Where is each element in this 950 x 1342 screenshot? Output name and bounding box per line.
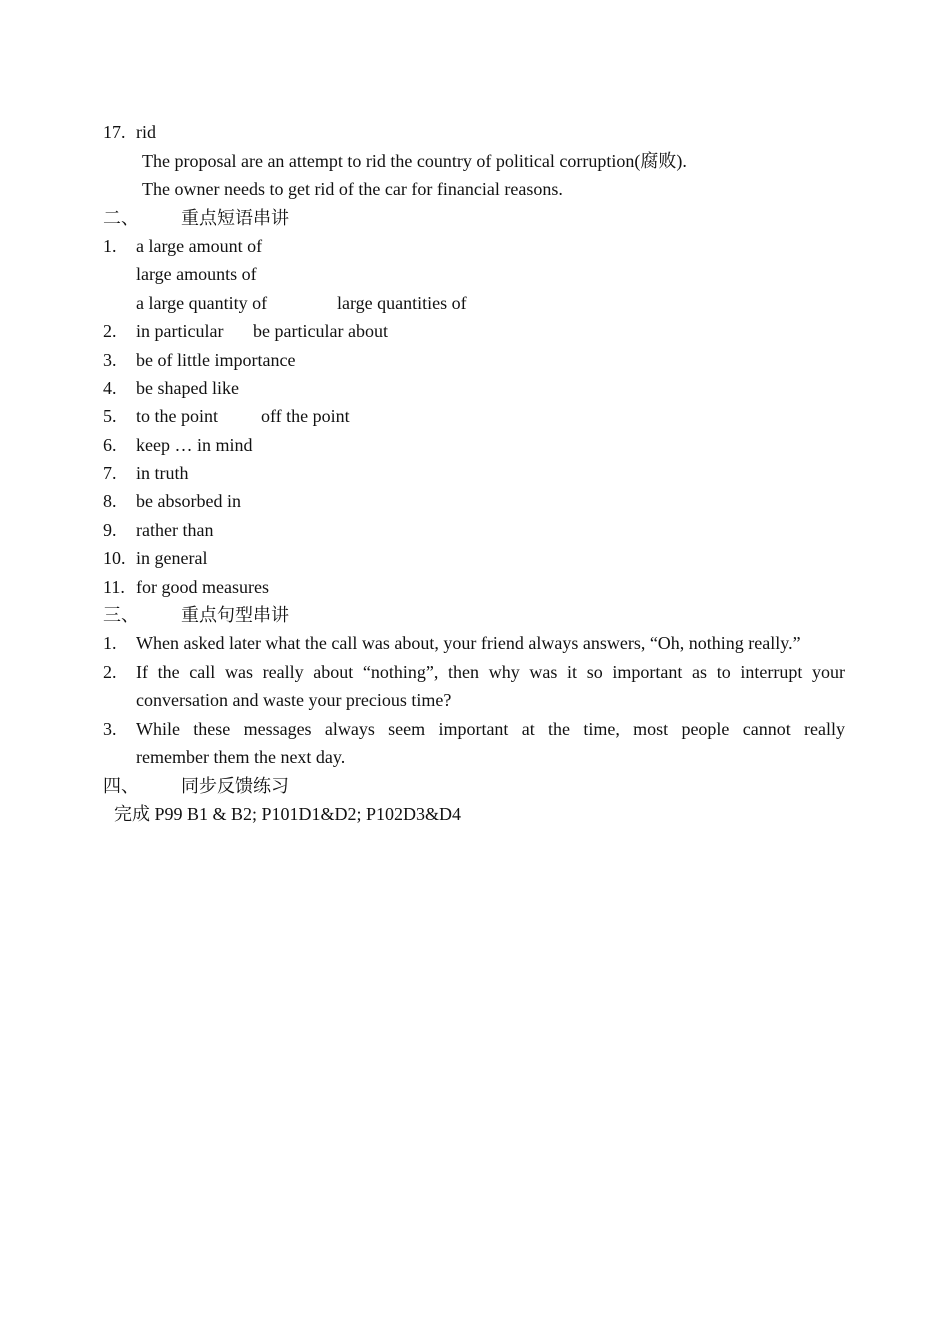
section-title: 同步反馈练习 [181, 776, 289, 796]
sentence-number: 2. [103, 662, 117, 682]
section-title: 重点短语串讲 [181, 208, 289, 228]
phrase-number: 8. [103, 491, 117, 511]
phrase-number: 6. [103, 435, 117, 455]
phrase-number: 3. [103, 350, 117, 370]
phrase-text: for good measures [136, 577, 269, 597]
phrase-number: 10. [103, 548, 126, 568]
phrase-text: in truth [136, 463, 189, 483]
section-number: 四、 [103, 776, 139, 796]
section-title: 重点句型串讲 [181, 605, 289, 625]
phrase-text: to the point [136, 406, 218, 426]
sentence-number: 3. [103, 719, 117, 739]
vocab-word: rid [136, 122, 156, 142]
phrase-text: in particular [136, 321, 224, 341]
example-text: The proposal are an attempt to rid the country of political corruption(腐败). [142, 151, 687, 171]
phrase-text: large amounts of [136, 264, 257, 284]
phrase-number: 5. [103, 406, 117, 426]
phrase-text: be absorbed in [136, 491, 241, 511]
section-number: 二、 [103, 208, 139, 228]
phrase-number: 11. [103, 577, 125, 597]
exercise-task-text: 完成 P99 B1 & B2; P101D1&D2; P102D3&D4 [114, 804, 462, 824]
sentence-number: 1. [103, 633, 117, 653]
sentence-text: conversation and waste your precious time? [136, 690, 452, 710]
sentence-text: When asked later what the call was about, your friend always answers, “Oh, nothing really.” [136, 633, 801, 653]
sentence-text: While these messages always seem important at the time, most people cannot really [136, 719, 845, 739]
phrase-text: be of little importance [136, 350, 296, 370]
phrase-text: rather than [136, 520, 214, 540]
vocab-number: 17. [103, 122, 126, 142]
phrase-text: a large quantity of [136, 293, 268, 313]
phrase-text: a large amount of [136, 236, 263, 256]
section-number: 三、 [103, 605, 139, 625]
phrase-number: 1. [103, 236, 117, 256]
phrase-extra: off the point [261, 406, 350, 426]
phrase-extra: large quantities of [337, 293, 467, 313]
example-text: The owner needs to get rid of the car for financial reasons. [142, 179, 563, 199]
phrase-number: 4. [103, 378, 117, 398]
sentence-text: If the call was really about “nothing”, then why was it so important as to interrupt your [136, 662, 845, 682]
sentence-text: remember them the next day. [136, 747, 346, 767]
phrase-number: 2. [103, 321, 117, 341]
phrase-text: keep … in mind [136, 435, 253, 455]
phrase-text: in general [136, 548, 208, 568]
phrase-number: 7. [103, 463, 117, 483]
phrase-number: 9. [103, 520, 117, 540]
phrase-extra: be particular about [253, 321, 388, 341]
phrase-text: be shaped like [136, 378, 239, 398]
